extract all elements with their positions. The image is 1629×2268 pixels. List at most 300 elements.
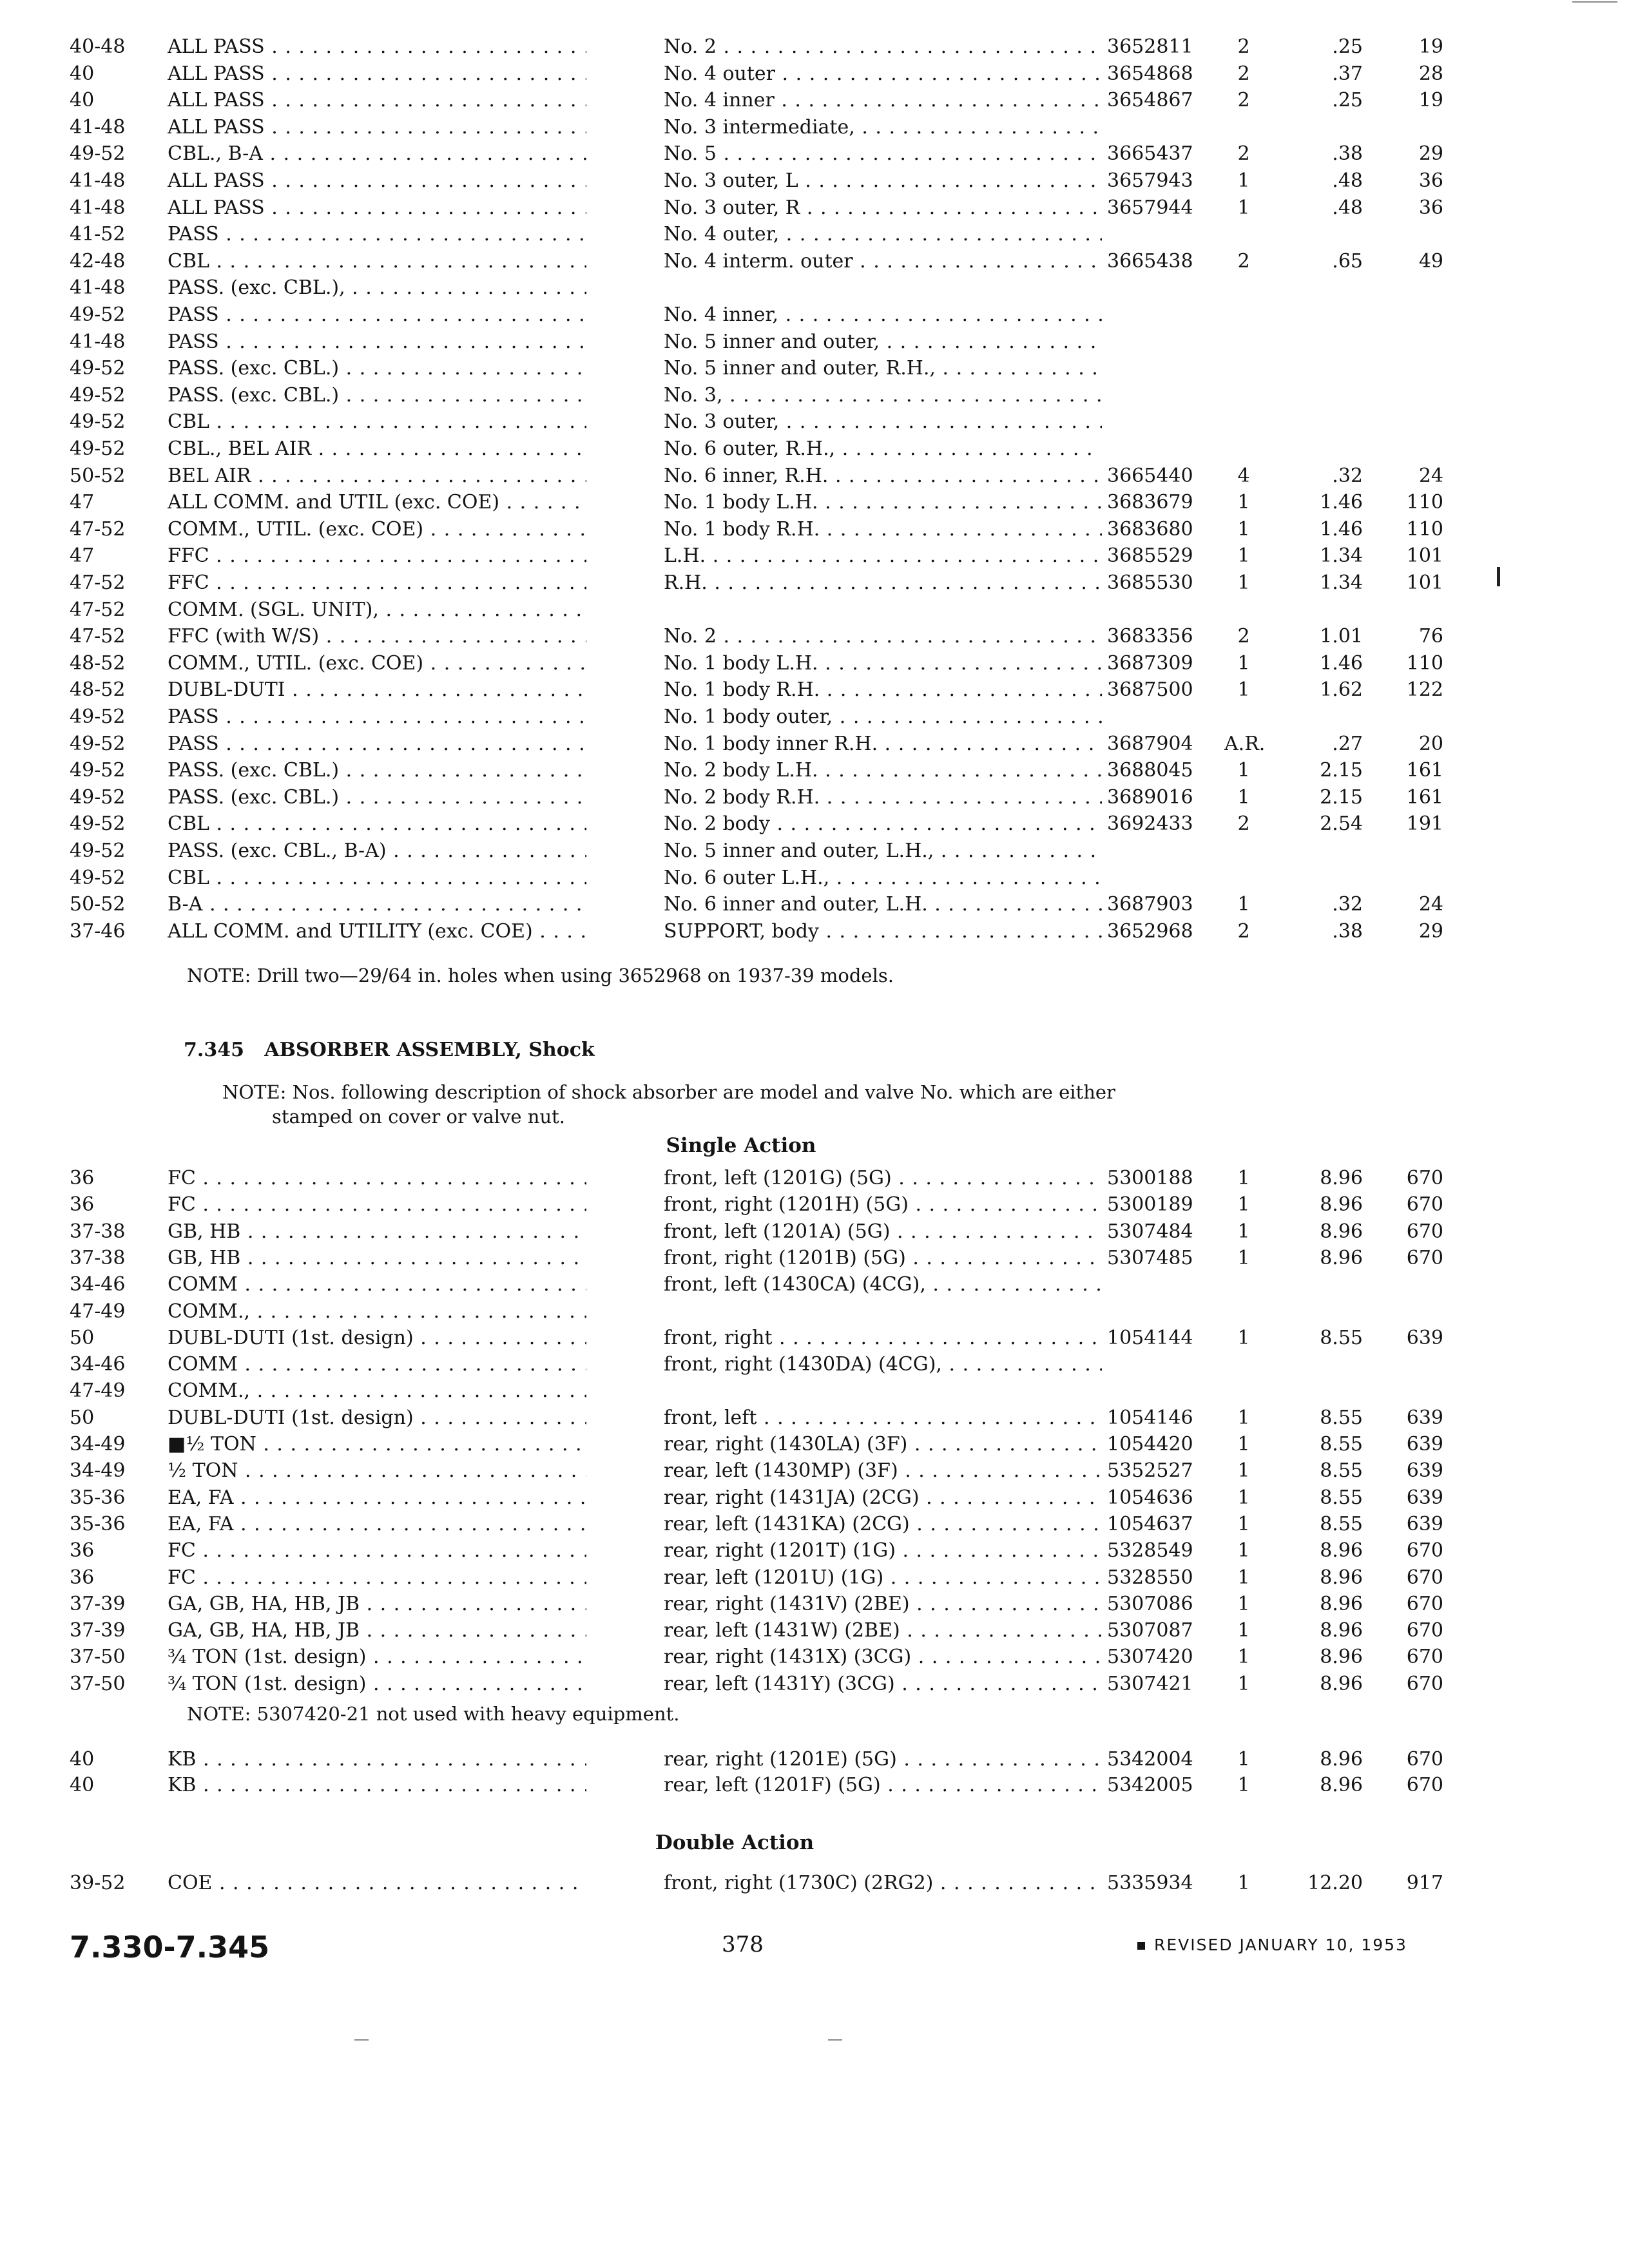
model-cell: COMM. (SGL. UNIT), . . . [168,597,586,624]
section-title: ABSORBER ASSEMBLY, Shock [264,1039,595,1061]
table-row [0,623,1629,650]
description-cell: No. 6 inner, R.H. . . . [664,463,1102,490]
description-cell: rear, right (1430LA) (3F) . . . [664,1431,1102,1458]
model-cell: FFC (with W/S) . . . [168,623,586,650]
model-cell: CBL . . . [168,811,586,838]
table-row [0,865,1629,892]
price-cell: 8.96 [1320,1748,1363,1771]
code-cell: 101 [1406,572,1443,594]
year-cell: 49-52 [70,303,126,326]
year-cell: 50 [70,1326,95,1349]
model-cell: ALL PASS . . . [168,61,586,88]
part-number-cell: 3685530 [1107,572,1193,594]
table-row [0,838,1629,865]
table-row [0,1591,1629,1618]
table-row [0,891,1629,918]
price-cell: 8.55 [1320,1433,1363,1456]
table-row [0,355,1629,382]
description-cell: No. 1 body R.H. . . . [664,677,1102,704]
description-cell: rear, left (1431KA) (2CG) . . . [664,1511,1102,1538]
description-cell: front, right (1201H) (5G) . . . [664,1191,1102,1218]
code-cell: 670 [1406,1566,1443,1589]
description-cell: rear, right (1431X) (3CG) . . . [664,1644,1102,1671]
table-row [0,1671,1629,1698]
code-cell: 670 [1406,1748,1443,1771]
section-range: 7.330-7.345 [70,1930,270,1965]
table-row [0,543,1629,570]
year-cell: 49-52 [70,706,126,728]
price-cell: 1.34 [1320,544,1363,568]
table-row [0,408,1629,436]
description-cell: No. 1 body L.H. . . . [664,650,1102,677]
price-cell: 8.96 [1320,1167,1363,1189]
model-cell: KB . . . [168,1772,586,1799]
year-cell: 49-52 [70,142,126,166]
description-cell: rear, right (1431JA) (2CG) . . . [664,1485,1102,1512]
description-cell: No. 4 outer, . . . [664,221,1102,248]
model-cell: EA, FA . . . [168,1485,586,1512]
description-cell: No. 2 body R.H. . . . [664,784,1102,811]
quantity-cell: 1 [1237,1748,1250,1771]
model-cell: GB, HB . . . [168,1218,586,1245]
quantity-cell: 4 [1237,464,1250,487]
quantity-cell: 1 [1237,1220,1250,1243]
revision-bullet-icon [1137,1942,1145,1950]
scan-mark [1497,567,1500,586]
page-number: 378 [722,1932,764,1957]
table-row [0,597,1629,624]
year-cell: 49-52 [70,383,126,407]
table-row [0,704,1629,731]
table-row [0,195,1629,222]
year-cell: 49-52 [70,357,126,380]
part-number-cell: 5328550 [1107,1566,1193,1589]
quantity-cell: 2 [1237,89,1250,112]
model-cell: DUBL-DUTI (1st. design) . . . [168,1405,586,1432]
description-cell: No. 1 body L.H. . . . [664,489,1102,516]
price-cell: 1.34 [1320,572,1363,594]
description-cell: front, right (1730C) (2RG2) . . . [664,1870,1102,1897]
model-cell: COMM., UTIL. (exc. COE) . . . [168,516,586,543]
year-cell: 42-48 [70,249,126,273]
table-row [0,1617,1629,1644]
code-cell: 49 [1418,249,1443,273]
table-row [0,1378,1629,1405]
description-cell: No. 2 body L.H. . . . [664,757,1102,784]
year-cell: 47-52 [70,625,126,648]
year-cell: 47-49 [70,1300,126,1323]
table-row [0,731,1629,758]
part-number-cell: 3687903 [1107,893,1193,916]
price-cell: 1.46 [1320,517,1363,541]
part-number-cell: 3688045 [1107,759,1193,782]
part-number-cell: 3654868 [1107,62,1193,85]
description-cell: rear, left (1431Y) (3CG) . . . [664,1671,1102,1698]
price-cell: .48 [1332,196,1363,219]
part-number-cell: 3683356 [1107,625,1193,648]
year-cell: 50 [70,1406,95,1429]
scan-mark [354,2039,369,2041]
part-number-cell: 3692433 [1107,812,1193,836]
code-cell: 161 [1406,785,1443,809]
description-cell: No. 3 intermediate, . . . [664,114,1102,141]
year-cell: 49-52 [70,840,126,862]
part-number-cell: 1054144 [1107,1326,1193,1349]
description-cell: No. 4 outer . . . [664,61,1102,88]
table-row [0,1325,1629,1352]
part-number-cell: 3654867 [1107,89,1193,112]
price-cell: .37 [1332,62,1363,85]
quantity-cell: 1 [1237,651,1250,675]
year-cell: 35-36 [70,1512,126,1535]
part-number-cell: 1054146 [1107,1406,1193,1429]
price-cell: 1.62 [1320,678,1363,702]
part-number-cell: 5300188 [1107,1167,1193,1189]
revision-text: REVISED JANUARY 10, 1953 [1154,1936,1407,1954]
table-row [0,463,1629,490]
model-cell: ¾ TON (1st. design) . . . [168,1644,586,1671]
table-row [0,1271,1629,1298]
description-cell: front, right . . . [664,1325,1102,1352]
price-cell: 8.55 [1320,1326,1363,1349]
table-row [0,1485,1629,1512]
price-cell: 2.15 [1320,759,1363,782]
description-cell: No. 6 inner and outer, L.H. . . . [664,891,1102,918]
model-cell: COMM., UTIL. (exc. COE) . . . [168,650,586,677]
model-cell: ALL COMM. and UTILITY (exc. COE) . . . [168,918,586,945]
part-number-cell: 3683679 [1107,491,1193,514]
quantity-cell: 1 [1237,1433,1250,1456]
quantity-cell: 1 [1237,1193,1250,1216]
description-cell: No. 3 outer, . . . [664,408,1102,436]
year-cell: 34-49 [70,1459,126,1483]
description-cell: No. 3, . . . [664,382,1102,409]
quantity-cell: 1 [1237,169,1250,192]
quantity-cell: 1 [1237,572,1250,594]
model-cell: FC . . . [168,1191,586,1218]
quantity-cell: 1 [1237,1539,1250,1562]
year-cell: 47-52 [70,572,126,594]
section-heading [184,1039,595,1061]
model-cell: PASS . . . [168,704,586,731]
part-number-cell: 3683680 [1107,517,1193,541]
part-number-cell: 3689016 [1107,785,1193,809]
model-cell: COMM . . . [168,1271,586,1298]
description-cell: No. 2 body . . . [664,811,1102,838]
table-row [0,1511,1629,1538]
model-cell: CBL . . . [168,865,586,892]
part-number-cell: 3657944 [1107,196,1193,219]
scan-mark [828,2039,842,2041]
code-cell: 29 [1418,142,1443,166]
model-cell: FFC . . . [168,543,586,570]
code-cell: 639 [1406,1326,1443,1349]
part-number-cell: 5335934 [1107,1872,1193,1894]
year-cell: 40 [70,1774,95,1796]
year-cell: 34-46 [70,1273,126,1296]
year-cell: 48-52 [70,678,126,702]
description-cell: rear, left (1431W) (2BE) . . . [664,1617,1102,1644]
model-cell: COMM., . . . [168,1298,586,1325]
model-cell: DUBL-DUTI (1st. design) . . . [168,1325,586,1352]
price-cell: .38 [1332,919,1363,943]
model-cell: GA, GB, HA, HB, JB . . . [168,1617,586,1644]
quantity-cell: 1 [1237,1459,1250,1483]
quantity-cell: 1 [1237,893,1250,916]
table-row [0,168,1629,195]
model-cell: COMM . . . [168,1351,586,1378]
double-action-heading: Double Action [655,1831,815,1854]
model-cell: PASS. (exc. CBL.), . . . [168,274,586,302]
section-number: 7.345 [184,1039,244,1061]
model-cell: ■½ TON . . . [168,1431,586,1458]
code-cell: 29 [1418,919,1443,943]
quantity-cell: 1 [1237,1486,1250,1509]
model-cell: ALL COMM. and UTIL (exc. COE) . . . [168,489,586,516]
model-cell: ALL PASS . . . [168,114,586,141]
table-row [0,1746,1629,1773]
description-cell: front, left (1201A) (5G) . . . [664,1218,1102,1245]
year-cell: 47 [70,491,95,514]
model-cell: PASS. (exc. CBL.) . . . [168,382,586,409]
description-cell: SUPPORT, body . . . [664,918,1102,945]
description-cell: No. 2 . . . [664,34,1102,61]
year-cell: 41-48 [70,115,126,139]
table-row [0,274,1629,302]
model-cell: FC . . . [168,1165,586,1192]
model-cell: ALL PASS . . . [168,87,586,114]
code-cell: 670 [1406,1246,1443,1269]
quantity-cell: 1 [1237,1512,1250,1535]
table-row [0,87,1629,114]
year-cell: 36 [70,1566,95,1589]
code-cell: 110 [1406,651,1443,675]
description-cell: No. 1 body R.H. . . . [664,516,1102,543]
year-cell: 47-49 [70,1379,126,1403]
model-cell: FC . . . [168,1564,586,1591]
part-number-cell: 5307087 [1107,1619,1193,1642]
table-row [0,1218,1629,1245]
code-cell: 670 [1406,1592,1443,1615]
year-cell: 37-38 [70,1220,126,1243]
part-number-cell: 5307420 [1107,1646,1193,1669]
description-cell: No. 5 . . . [664,140,1102,168]
description-cell: R.H. . . . [664,570,1102,597]
code-cell: 36 [1418,169,1443,192]
code-cell: 639 [1406,1512,1443,1535]
description-cell: No. 2 . . . [664,623,1102,650]
description-cell: No. 4 inner, . . . [664,302,1102,329]
table-row [0,1537,1629,1564]
part-number-cell: 5307485 [1107,1246,1193,1269]
year-cell: 36 [70,1193,95,1216]
description-cell: No. 1 body outer, . . . [664,704,1102,731]
part-number-cell: 5342004 [1107,1748,1193,1771]
model-cell: ALL PASS . . . [168,195,586,222]
year-cell: 40 [70,1748,95,1771]
year-cell: 49-52 [70,785,126,809]
description-cell: front, left . . . [664,1405,1102,1432]
quantity-cell: 2 [1237,62,1250,85]
year-cell: 39-52 [70,1872,126,1894]
year-cell: 40 [70,89,95,112]
model-cell: PASS. (exc. CBL.) . . . [168,757,586,784]
table-row [0,1772,1629,1799]
model-cell: CBL . . . [168,248,586,275]
code-cell: 670 [1406,1619,1443,1642]
year-cell: 34-46 [70,1353,126,1376]
code-cell: 639 [1406,1459,1443,1483]
table-row [0,757,1629,784]
model-cell: PASS. (exc. CBL.) . . . [168,355,586,382]
quantity-cell: 1 [1237,491,1250,514]
year-cell: 49-52 [70,759,126,782]
price-cell: .48 [1332,169,1363,192]
model-cell: PASS . . . [168,329,586,356]
year-cell: 49-52 [70,812,126,836]
quantity-cell: 1 [1237,1619,1250,1642]
table-row [0,918,1629,945]
quantity-cell: 1 [1237,1167,1250,1189]
code-cell: 670 [1406,1539,1443,1562]
part-number-cell: 5352527 [1107,1459,1193,1483]
part-number-cell: 3665440 [1107,464,1193,487]
table-row [0,436,1629,463]
part-number-cell: 3665438 [1107,249,1193,273]
quantity-cell: 1 [1237,517,1250,541]
year-cell: 47-52 [70,517,126,541]
quantity-cell: 2 [1237,142,1250,166]
price-cell: .25 [1332,35,1363,58]
price-cell: 1.46 [1320,651,1363,675]
quantity-cell: 1 [1237,1246,1250,1269]
description-cell: No. 3 outer, R . . . [664,195,1102,222]
part-number-cell: 5307086 [1107,1592,1193,1615]
table-row [0,1298,1629,1325]
table-row [0,516,1629,543]
model-cell: EA, FA . . . [168,1511,586,1538]
model-cell: FC . . . [168,1537,586,1564]
quantity-cell: 1 [1237,1872,1250,1894]
year-cell: 49-52 [70,410,126,434]
year-cell: 36 [70,1539,95,1562]
price-cell: 8.96 [1320,1539,1363,1562]
model-cell: ALL PASS . . . [168,168,586,195]
quantity-cell: 2 [1237,812,1250,836]
part-number-cell: 5342005 [1107,1774,1193,1796]
code-cell: 161 [1406,759,1443,782]
part-number-cell: 3652968 [1107,919,1193,943]
description-cell: No. 1 body inner R.H. . . . [664,731,1102,758]
quantity-cell: 1 [1237,1406,1250,1429]
quantity-cell: 1 [1237,196,1250,219]
part-number-cell: 3652811 [1107,35,1193,58]
code-cell: 191 [1406,812,1443,836]
description-cell: No. 5 inner and outer, R.H., . . . [664,355,1102,382]
table-row [0,1405,1629,1432]
table-row [0,1245,1629,1272]
description-cell: No. 4 inner . . . [664,87,1102,114]
price-cell: 8.96 [1320,1246,1363,1269]
section-note-line1: NOTE: Nos. following description of shock absorber are model and valve No. which are either [222,1081,1115,1103]
code-cell: 670 [1406,1167,1443,1189]
model-cell: COE . . . [168,1870,586,1897]
model-cell: B-A . . . [168,891,586,918]
quantity-cell: 1 [1237,1646,1250,1669]
code-cell: 110 [1406,491,1443,514]
quantity-cell: 1 [1237,1566,1250,1589]
year-cell: 36 [70,1167,95,1189]
year-cell: 35-36 [70,1486,126,1509]
year-cell: 37-39 [70,1592,126,1615]
code-cell: 639 [1406,1406,1443,1429]
price-cell: .32 [1332,893,1363,916]
part-number-cell: 3657943 [1107,169,1193,192]
table-row [0,1457,1629,1485]
code-cell: 670 [1406,1220,1443,1243]
price-cell: 2.15 [1320,785,1363,809]
price-cell: .38 [1332,142,1363,166]
code-cell: 670 [1406,1774,1443,1796]
price-cell: 8.96 [1320,1193,1363,1216]
part-number-cell: 3687500 [1107,678,1193,702]
table-row [0,114,1629,141]
price-cell: 8.96 [1320,1646,1363,1669]
code-cell: 122 [1406,678,1443,702]
code-cell: 639 [1406,1433,1443,1456]
description-cell: front, right (1430DA) (4CG), . . . [664,1351,1102,1378]
price-cell: .27 [1332,732,1363,755]
quantity-cell: 2 [1237,35,1250,58]
table-row [0,784,1629,811]
model-cell: GB, HB . . . [168,1245,586,1272]
part-number-cell: 3685529 [1107,544,1193,568]
code-cell: 917 [1406,1872,1443,1894]
price-cell: 8.55 [1320,1512,1363,1535]
part-number-cell: 5328549 [1107,1539,1193,1562]
revision-stamp [1137,1936,1407,1954]
year-cell: 47 [70,544,95,568]
price-cell: 8.96 [1320,1592,1363,1615]
table-row [0,34,1629,61]
price-cell: 8.96 [1320,1566,1363,1589]
price-cell: 2.54 [1320,812,1363,836]
year-cell: 49-52 [70,437,126,460]
model-cell: PASS . . . [168,221,586,248]
table-row [0,1191,1629,1218]
table-row [0,248,1629,275]
price-cell: 8.96 [1320,1220,1363,1243]
table-row [0,489,1629,516]
price-cell: 1.01 [1320,625,1363,648]
price-cell: 8.55 [1320,1459,1363,1483]
code-cell: 24 [1418,893,1443,916]
part-number-cell: 1054420 [1107,1433,1193,1456]
code-cell: 28 [1418,62,1443,85]
code-cell: 670 [1406,1193,1443,1216]
price-cell: .65 [1332,249,1363,273]
year-cell: 37-50 [70,1672,126,1695]
quantity-cell: 2 [1237,919,1250,943]
model-cell: KB . . . [168,1746,586,1773]
model-cell: ½ TON . . . [168,1457,586,1485]
year-cell: 34-49 [70,1433,126,1456]
description-cell: No. 4 interm. outer . . . [664,248,1102,275]
description-cell: front, right (1201B) (5G) . . . [664,1245,1102,1272]
description-cell: No. 6 outer, R.H., . . . [664,436,1102,463]
description-cell: No. 5 inner and outer, . . . [664,329,1102,356]
quantity-cell: 2 [1237,249,1250,273]
